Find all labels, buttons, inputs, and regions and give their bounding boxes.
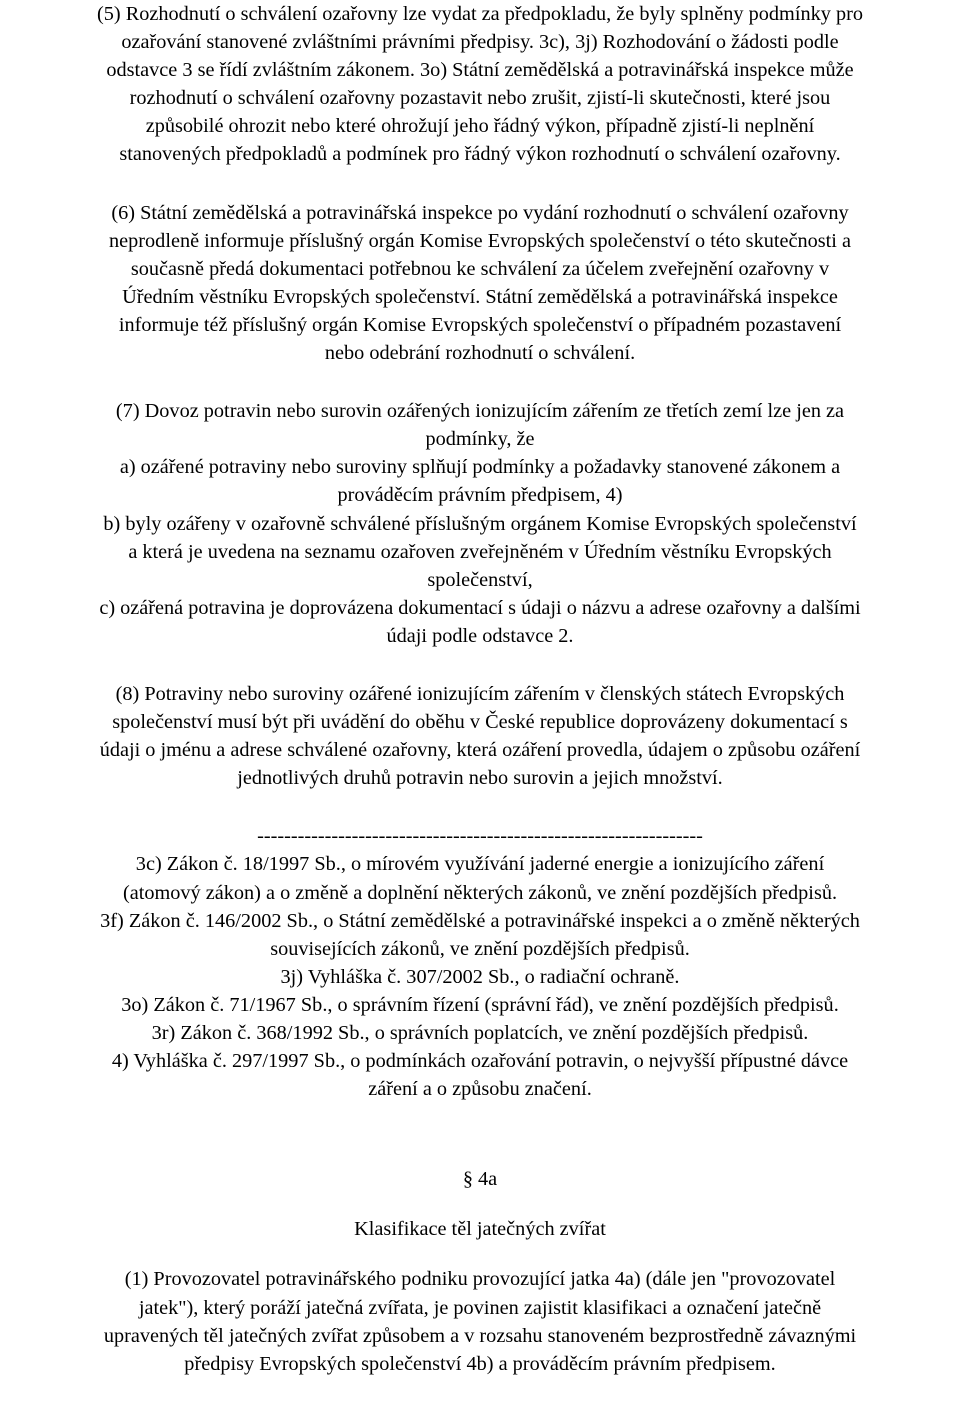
text-line: stanovených předpokladů a podmínek pro řádný výkon rozhodnutí o schválení ozařovny.: [119, 143, 841, 166]
text-line: (1) Provozovatel potravinářského podniku provozující jatka 4a) (dále jen "provozovatel: [124, 1268, 836, 1291]
text-line: jatek"), který poráží jatečná zvířata, je povinen zajistit klasifikaci a označení jatečně: [138, 1296, 822, 1319]
text-line: informuje též příslušný orgán Komise Evropských společenství o případném pozastavení: [118, 313, 842, 336]
list-item-c: c) ozářená potravina je doprovázena dokumentací s údaji o názvu a adrese ozařovny a dalšími: [99, 596, 861, 619]
text-line: (6) Státní zemědělská a potravinářská inspekce po vydání rozhodnutí o schválení ozařovny: [111, 201, 849, 224]
text-line: údaji podle odstavce 2.: [386, 624, 574, 647]
text-line: společenství,: [427, 568, 533, 591]
paragraph-6: [0, 199, 960, 368]
paragraph-8: [0, 680, 960, 792]
footnote: 3o) Zákon č. 71/1967 Sb., o správním řízení (správní řád), ve znění pozdějších předpisů.: [121, 993, 839, 1016]
footnote: 4) Vyhláška č. 297/1997 Sb., o podmínkách ozařování potravin, o nejvyšší přípustné dávce: [111, 1050, 849, 1073]
text-line: prováděcím právním předpisem, 4): [337, 484, 623, 507]
text-line: Úředním věstníku Evropských společenství. Státní zemědělská a potravinářská inspekce: [122, 285, 838, 308]
text-segment: ozařování stanovené zvláštními právními předpisy. 3c), 3j) Rozhodování o žádosti podle: [121, 31, 839, 54]
paragraph-7: [0, 397, 960, 650]
text-line: údaji o jménu a adrese schválené ozařovny, která ozáření provedla, údajem o způsobu ozáření: [99, 739, 861, 762]
text-line: jednotlivých druhů potravin nebo surovin a jejich množství.: [237, 767, 723, 790]
text-line: (5) Rozhodnutí o schválení ozařovny lze vydat za předpokladu, že byly splněny podmínky pro: [97, 3, 863, 25]
text-line: současně předá dokumentaci potřebnou ke schválení za účelem zveřejnění ozařovny v: [130, 257, 830, 280]
list-item-b: b) byly ozářeny v ozařovně schválené příslušným orgánem Komise Evropských společenství: [103, 512, 857, 535]
paragraph-1: [0, 1265, 960, 1377]
text-line: společenství musí být při uvádění do oběhu v České republice doprovázeny dokumentací s: [112, 711, 848, 734]
text-line: nebo odebrání rozhodnutí o schválení.: [324, 342, 636, 365]
footnote: 3j) Vyhláška č. 307/2002 Sb., o radiační ochraně.: [280, 965, 680, 988]
footnote: (atomový zákon) a o změně a doplnění některých zákonů, ve znění pozdějších předpisů.: [122, 881, 838, 904]
section-number: § 4a: [462, 1168, 498, 1191]
text-line: a která je uvedena na seznamu ozařoven zveřejněném v Úředním věstníku Evropských: [128, 540, 832, 563]
section-title: Klasifikace těl jatečných zvířat: [354, 1218, 606, 1241]
footnote-separator: ------------------------------------------------------------------: [257, 825, 703, 848]
text-line: způsobilé ohrozit nebo které ohrožují jeho řádný výkon, případně zjistí-li neplnění: [145, 115, 815, 138]
text-line: [4, 28, 956, 56]
footnote: 3c) Zákon č. 18/1997 Sb., o mírovém využívání jaderné energie a ionizujícího záření: [135, 853, 825, 876]
list-item-a: a) ozářené potraviny nebo suroviny splňují podmínky a požadavky stanovené zákonem a: [119, 456, 841, 479]
footnote: záření a o způsobu značení.: [368, 1078, 592, 1101]
paragraph-5: [0, 0, 960, 169]
footnotes: [0, 822, 960, 1103]
section-heading: [0, 1165, 960, 1243]
text-line: (7) Dovoz potravin nebo surovin ozářených ionizujícím zářením ze třetích zemí lze jen za: [115, 400, 845, 423]
text-line: rozhodnutí o schválení ozařovny pozastavit nebo zrušit, zjistí-li skutečnosti, které jsou: [129, 87, 831, 110]
footnote: souvisejících zákonů, ve znění pozdějších předpisů.: [270, 937, 690, 960]
text-line: podmínky, že: [425, 428, 535, 451]
footnote: 3f) Zákon č. 146/2002 Sb., o Státní zemědělské a potravinářské inspekci a o změně některých: [100, 909, 860, 932]
text-line: předpisy Evropských společenství 4b) a prováděcím právním předpisem.: [184, 1352, 776, 1375]
text-line: upravených těl jatečných zvířat způsobem a v rozsahu stanoveném bezprostředně závaznými: [103, 1324, 857, 1347]
footnote: 3r) Zákon č. 368/1992 Sb., o správních poplatcích, ve znění pozdějších předpisů.: [151, 1022, 809, 1044]
text-line: (8) Potraviny nebo suroviny ozářené ionizujícím zářením v členských státech Evropských: [115, 682, 845, 705]
text-line: neprodleně informuje příslušný orgán Komise Evropských společenství o této skutečnosti a: [109, 229, 851, 252]
text-line: odstavce 3 se řídí zvláštním zákonem. 3o) Státní zemědělská a potravinářská inspekce může: [106, 59, 854, 82]
